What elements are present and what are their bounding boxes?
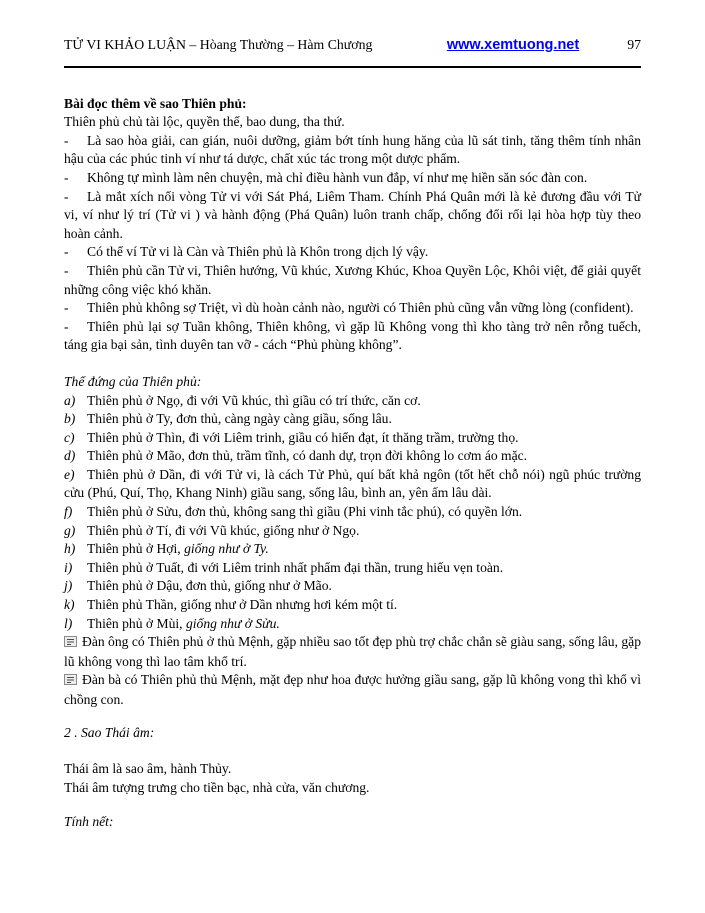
dash-bullet: - — [64, 188, 69, 204]
bullet-paragraph: - Thiên phủ cần Tử vi, Thiên hướng, Vũ khúc, Xương Khúc, Khoa Quyền Lộc, Khôi việt, để giải quyết những công việc khó khăn. — [64, 262, 641, 297]
position-item: e) Thiên phủ ở Dần, đi với Tử vi, là cách Tử Phủ, quí bất khả ngôn (tốt hết chỗ nói) ngũ phúc trường cửu (Phú, Quí, Thọ, Khang Ninh) giầu sang, sống lâu, bình an, yên ấm lâu dài. — [64, 466, 641, 501]
position-letter: g) — [64, 522, 76, 538]
positions-list — [64, 392, 641, 634]
position-letter: d) — [64, 448, 76, 464]
position-letter: a) — [64, 392, 76, 408]
section1-heading: Bài đọc thêm về sao Thiên phủ: — [64, 95, 247, 111]
section2-line-1: Thái âm là sao âm, hành Thủy. — [64, 761, 232, 777]
bullet-paragraph: - Không tự mình làm nên chuyện, mà chỉ điều hành vun đắp, ví như mẹ hiền săn sóc đàn con. — [64, 169, 641, 188]
note-paragraph: Đàn bà có Thiên phủ thủ Mệnh, mặt đẹp như hoa được hưởng giầu sang, gặp lũ không vong thì khổ vì chồng con. — [64, 672, 641, 707]
bullet-paragraph: - Là mắt xích nối vòng Tử vi với Sát Phá, Liêm Tham. Chính Phá Quân mới là kẻ đương đầu với Tử vi, ví như lý trí (Tử vi ) và hành động (Phá Quân) luôn tranh chấp, chống đối rối lại hòa hợp tùy theo hoàn cảnh. — [64, 188, 641, 241]
position-letter: j) — [64, 578, 73, 594]
note-icon — [64, 672, 77, 691]
position-item: b) Thiên phủ ở Ty, đơn thủ, càng ngày càng giầu, sống lâu. — [64, 410, 641, 429]
dash-bullet: - — [64, 318, 69, 334]
page-number: 97 — [627, 37, 641, 52]
position-italic-note: giống như ở Ty. — [184, 541, 269, 557]
intro-line: Thiên phủ chủ tài lộc, quyền thế, bao dung, tha thứ. — [64, 114, 345, 130]
position-letter: c) — [64, 429, 75, 445]
section3-heading: Tính nết: — [64, 814, 114, 830]
position-letter: h) — [64, 541, 76, 557]
notes-list — [64, 633, 641, 709]
position-item: g) Thiên phủ ở Tí, đi với Vũ khúc, giống như ở Ngọ. — [64, 522, 641, 541]
bullet-list — [64, 132, 641, 355]
dash-bullet: - — [64, 132, 69, 148]
document-body — [64, 95, 641, 832]
document-title: TỬ VI KHẢO LUẬN – Hòang Thường – Hàm Chương — [64, 37, 373, 52]
position-item: j) Thiên phủ ở Dậu, đơn thủ, giống như ở Mão. — [64, 577, 641, 596]
position-item: a) Thiên phủ ở Ngọ, đi với Vũ khúc, thì giầu có trí thức, căn cơ. — [64, 392, 641, 411]
positions-heading: Thế đứng của Thiên phủ: — [64, 373, 202, 389]
position-item: c) Thiên phủ ở Thìn, đi với Liêm trinh, giầu có hiển đạt, ít thăng trầm, trường thọ. — [64, 429, 641, 448]
position-letter: i) — [64, 559, 73, 575]
bullet-paragraph: - Là sao hòa giải, can gián, nuôi dưỡng, giảm bớt tính hung hăng của lũ sát tinh, tăng thêm tính nhân hậu của các phúc tinh ví như tá dược, chất xúc tác trong một dược phẩm. — [64, 132, 641, 167]
dash-bullet: - — [64, 262, 69, 278]
position-item: h) Thiên phủ ở Hợi, giống như ở Ty. — [64, 540, 641, 559]
bullet-paragraph: - Thiên phủ không sợ Triệt, vì dù hoàn cảnh nào, người có Thiên phủ cũng vẫn vững lòng (confident). — [64, 299, 641, 318]
position-letter: l) — [64, 615, 73, 631]
position-item: f) Thiên phủ ở Sửu, đơn thủ, không sang thì giầu (Phi vinh tắc phú), có quyền lớn. — [64, 503, 641, 522]
section2-heading: 2 . Sao Thái âm: — [64, 724, 155, 740]
position-letter: k) — [64, 597, 75, 613]
note-paragraph: Đàn ông có Thiên phủ ở thủ Mệnh, gặp nhiều sao tốt đẹp phù trợ chắc chắn sẽ giàu sang, sống lâu, gặp lũ không vong thì lao tâm khổ trí. — [64, 634, 641, 669]
bullet-paragraph: - Thiên phủ lại sợ Tuần không, Thiên không, vì gặp lũ Không vong thì kho tàng trở nên rỗng tuếch, táng gia bại sản, tình duyên tan vỡ - cách “Phủ phùng không”. — [64, 318, 641, 353]
dash-bullet: - — [64, 300, 69, 316]
position-item: d) Thiên phủ ở Mão, đơn thủ, trầm tĩnh, có danh dự, trọn đời không lo cơm áo mặc. — [64, 447, 641, 466]
position-italic-note: giống như ở Sửu. — [185, 615, 280, 631]
bullet-paragraph: - Có thể ví Tử vi là Càn và Thiên phủ là Khôn trong dịch lý vậy. — [64, 243, 641, 262]
position-letter: f) — [64, 504, 73, 520]
website-link[interactable]: www.xemtuong.net — [446, 37, 580, 53]
note-icon — [64, 634, 77, 653]
dash-bullet: - — [64, 244, 69, 260]
position-item: k) Thiên phủ Thần, giống như ở Dần nhưng hơi kém một tí. — [64, 596, 641, 615]
section2-line-2: Thái âm tượng trưng cho tiền bạc, nhà cửa, văn chương. — [64, 779, 370, 795]
page-header — [64, 36, 641, 68]
position-item: l) Thiên phủ ở Mùi, giống như ở Sửu. — [64, 615, 641, 634]
position-letter: e) — [64, 466, 75, 482]
position-letter: b) — [64, 411, 76, 427]
position-item: i) Thiên phủ ở Tuất, đi với Liêm trinh nhất phẩm đại thần, trung hiếu vẹn toàn. — [64, 559, 641, 578]
dash-bullet: - — [64, 169, 69, 185]
